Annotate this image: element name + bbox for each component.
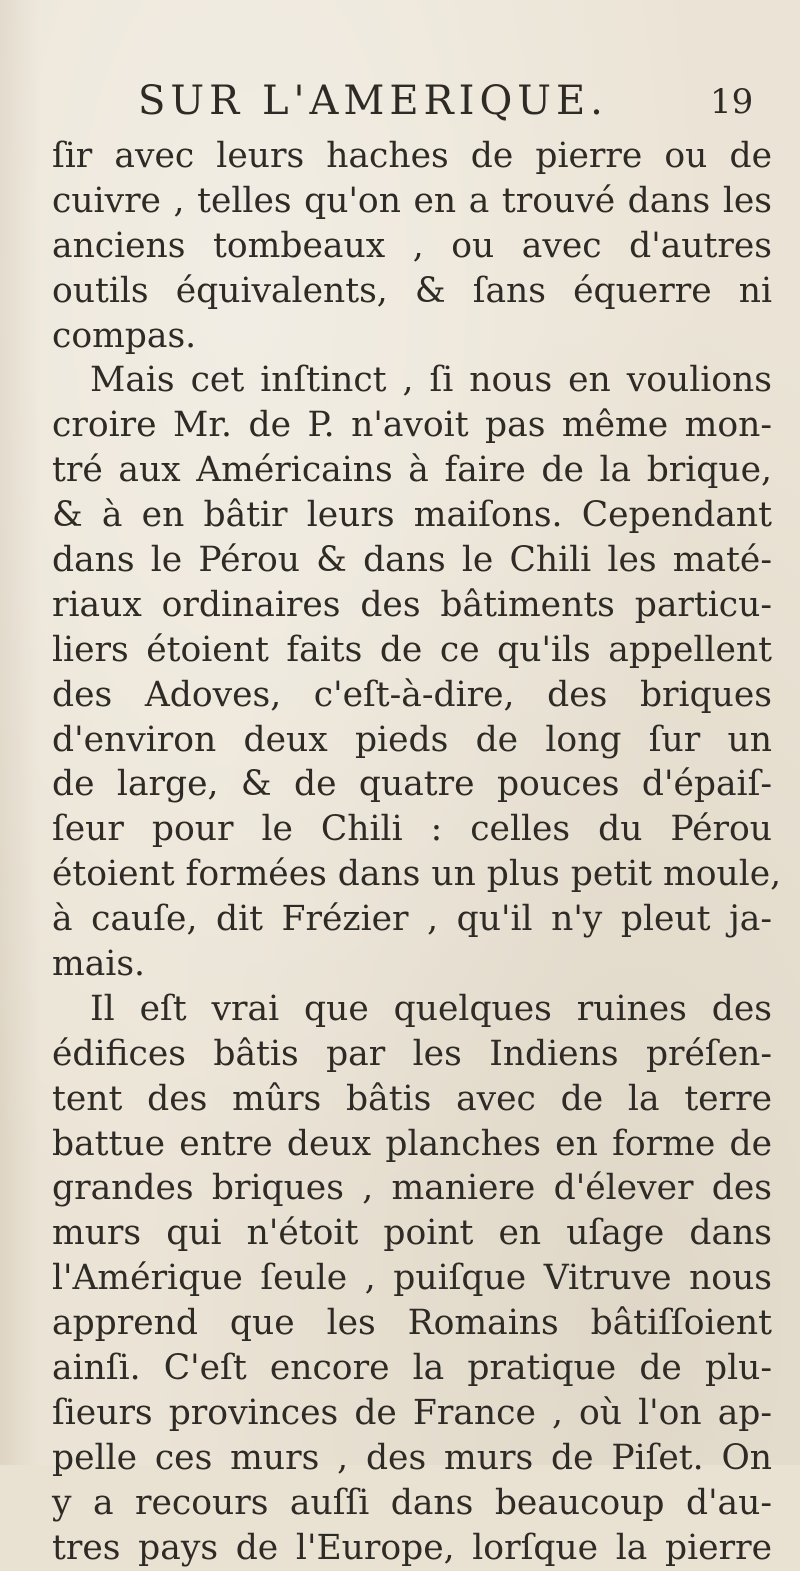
text-line: apprend que les Romains bâtiſſoient	[52, 1303, 772, 1344]
text-line: ſir avec leurs haches de pierre ou de	[52, 136, 772, 176]
text-line: battue entre deux planches en forme de	[52, 1123, 772, 1164]
page-number: 19	[710, 82, 754, 122]
text-line: étoient formées dans un plus petit moule,	[52, 854, 782, 895]
text-line: dans le Pérou & dans le Chili les maté-	[52, 540, 772, 581]
text-line: ſeur pour le Chili : celles du Pérou	[52, 809, 772, 850]
text-line: ſieurs provinces de France , où l'on ap-	[52, 1392, 772, 1433]
text-line: pelle ces murs , des murs de Piſet. On	[52, 1437, 772, 1478]
text-line: y a recours auſſi dans beaucoup d'au-	[52, 1482, 772, 1523]
body-text	[52, 134, 782, 1571]
text-line: des Adoves, c'eſt-à-dire, des briques	[52, 674, 772, 715]
text-line: tré aux Américains à faire de la brique,	[52, 450, 772, 491]
text-line: de large, & de quatre pouces d'épaiſ-	[52, 764, 772, 805]
text-line: anciens tombeaux , ou avec d'autres	[52, 225, 772, 266]
text-line: Il eſt vrai que quelques ruines des	[90, 988, 772, 1029]
text-line: édifices bâtis par les Indiens préſen-	[52, 1033, 772, 1074]
text-line: ainſi. C'eſt encore la pratique de plu-	[52, 1348, 772, 1389]
text-line: cuivre , telles qu'on en a trouvé dans les	[52, 180, 772, 221]
text-line: grandes briques , maniere d'élever des	[52, 1168, 772, 1209]
text-line: compas.	[52, 315, 197, 356]
text-line: riaux ordinaires des bâtiments particu-	[52, 584, 772, 625]
text-line: l'Amérique ſeule , puiſque Vitruve nous	[52, 1258, 772, 1299]
text-line: Mais cet inſtinct , ſi nous en voulions	[90, 360, 772, 401]
text-line: d'environ deux pieds de long ſur un	[52, 719, 772, 760]
page-header	[0, 78, 800, 128]
text-line: tres pays de l'Europe, lorſque la pierre	[52, 1527, 772, 1568]
text-line: croire Mr. de P. n'avoit pas même mon-	[52, 405, 772, 446]
text-line: outils équivalents, & ſans équerre ni	[52, 270, 772, 311]
text-line: mais.	[52, 944, 145, 985]
text-line: murs qui n'étoit point en uſage dans	[52, 1213, 772, 1254]
text-line: & à en bâtir leurs maiſons. Cependant	[52, 495, 772, 536]
running-title: SUR L'AMERIQUE.	[138, 78, 608, 124]
text-line: tent des mûrs bâtis avec de la terre	[52, 1078, 772, 1119]
text-line: à cauſe, dit Frézier , qu'il n'y pleut ja-	[52, 899, 772, 940]
text-line: liers étoient faits de ce qu'ils appellent	[52, 629, 772, 670]
